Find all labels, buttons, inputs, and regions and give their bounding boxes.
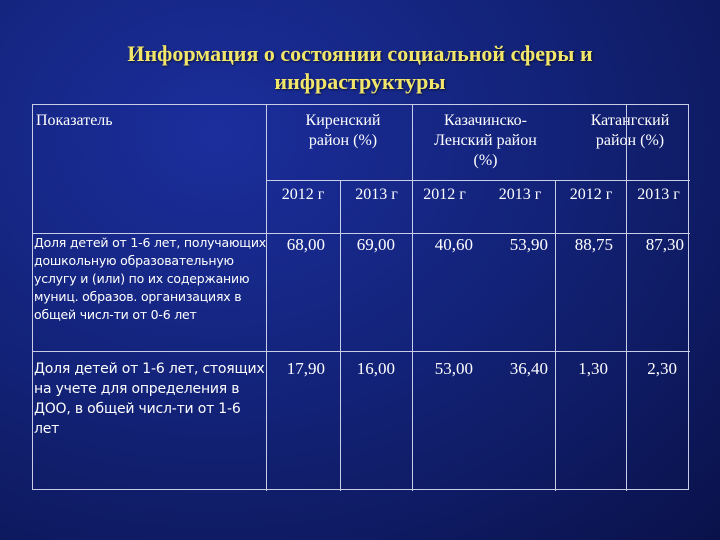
- year-header: 2012 г: [569, 186, 613, 203]
- table-divider: [555, 180, 556, 491]
- row-label: Доля детей от 1-6 лет, стоящих на учете для определения в ДОО, в общей числ-ти от 1-6 лет: [34, 361, 265, 437]
- table-divider: [626, 105, 627, 491]
- table-cell: 16,00: [356, 359, 395, 378]
- slide-title-line-2: инфраструктуры: [274, 69, 446, 94]
- table-cell: 53,90: [509, 235, 548, 254]
- district-header: Казачинско-Ленский район (%): [434, 112, 537, 169]
- district-header: Катангский район (%): [590, 112, 670, 149]
- indicator-header: Показатель: [36, 112, 113, 129]
- table-cell: 40,60: [434, 235, 473, 254]
- table-divider: [33, 351, 690, 352]
- year-header: 2013 г: [637, 186, 680, 203]
- slide-title-line-1: Информация о состоянии социальной сферы и: [127, 41, 593, 66]
- table-divider: [412, 105, 413, 491]
- year-header: 2012 г: [281, 186, 325, 203]
- table-divider: [340, 180, 341, 491]
- year-header: 2012 г: [423, 186, 466, 203]
- data-table: [32, 104, 689, 490]
- table-cell: 17,90: [286, 359, 325, 378]
- table-cell: 68,00: [286, 235, 325, 254]
- table-cell: 87,30: [645, 235, 684, 254]
- slide-title: [0, 40, 720, 96]
- table-cell: 36,40: [509, 359, 548, 378]
- year-header: 2013 г: [498, 186, 542, 203]
- table-cell: 69,00: [356, 235, 395, 254]
- table-cell: 1,30: [578, 359, 608, 378]
- table-cell: 53,00: [434, 359, 473, 378]
- year-header: 2013 г: [355, 186, 398, 203]
- table-divider: [266, 180, 690, 181]
- table-cell: 2,30: [647, 359, 677, 378]
- district-header: Киренский район (%): [305, 112, 381, 149]
- table-cell: 88,75: [574, 235, 613, 254]
- row-label: Доля детей от 1-6 лет, получающих дошкольную образовательную услугу и (или) по их содержанию муниц. образов. организациях в общей числ-ти от 0-6 лет: [34, 235, 266, 322]
- table-divider: [266, 105, 267, 491]
